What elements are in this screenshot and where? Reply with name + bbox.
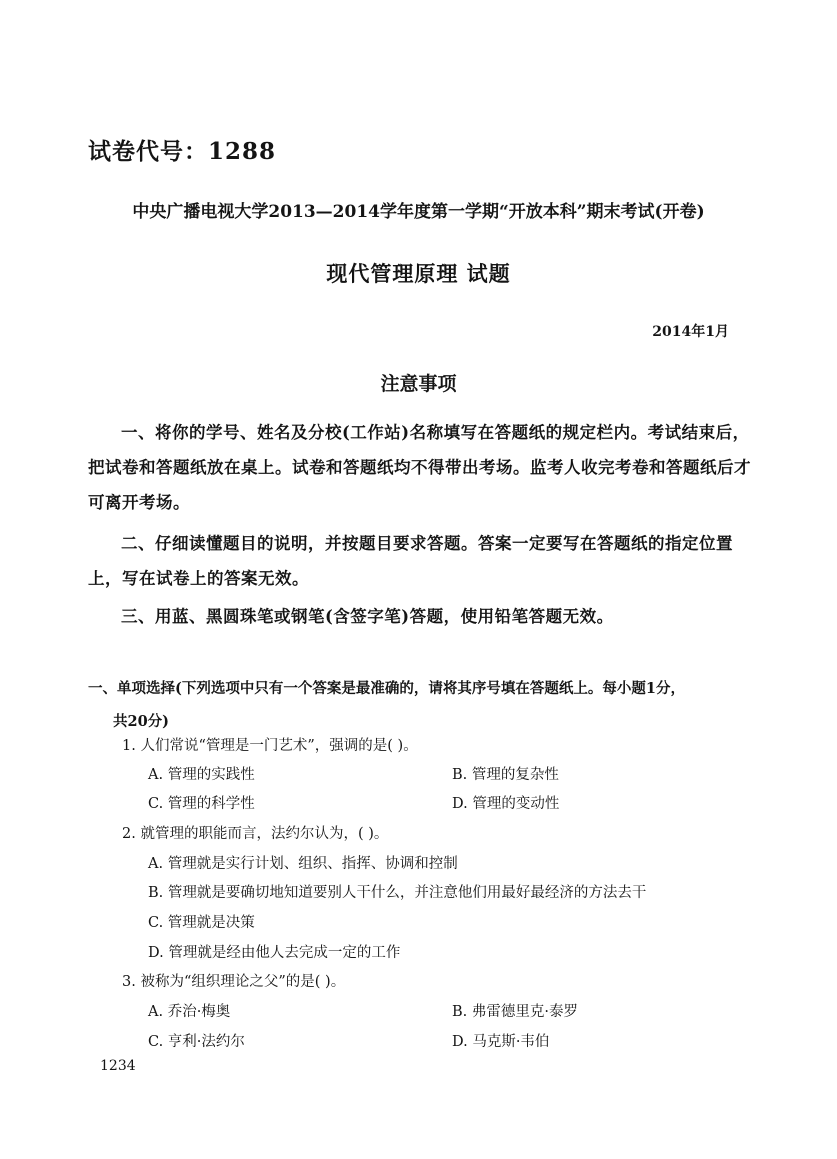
question-1-option-d: D. 管理的变动性 [452, 796, 560, 812]
section-heading-line1: 一、单项选择(下列选项中只有一个答案是最准确的，请将其序号填在答题纸上。每小题1分， [88, 680, 685, 697]
question-3-option-c: C. 亨利·法约尔 [148, 1034, 245, 1050]
question-2-stem: 2. 就管理的职能而言，法约尔认为，( )。 [122, 826, 389, 842]
section-heading-line2: 共20分) [113, 713, 170, 730]
question-2-option-c: C. 管理就是决策 [148, 915, 255, 931]
notice-title: 注意事项 [380, 373, 457, 395]
section-heading [88, 672, 778, 738]
notice-item-3-text: 三、用蓝、黑圆珠笔或钢笔(含签字笔)答题，使用铅笔答题无效。 [121, 607, 614, 626]
page-title: 现代管理原理 试题 [326, 261, 511, 286]
notice-item-1-text: 一、将你的学号、姓名及分校(工作站)名称填写在答题纸的规定栏内。考试结束后，把试卷和答题纸放在桌上。试卷和答题纸均不得带出考场。监考人收完考卷和答题纸后才可离开考场。 [88, 423, 751, 512]
exam-header: 中央广播电视大学2013—2014学年度第一学期“开放本科”期末考试(开卷) [132, 202, 705, 222]
question-1-stem: 1. 人们常说“管理是一门艺术”，强调的是( )。 [122, 738, 418, 754]
exam-date: 2014年1月 [652, 324, 729, 340]
question-3-stem: 3. 被称为“组织理论之父”的是( )。 [122, 974, 346, 990]
notice-item-3 [88, 599, 764, 634]
notice-item-2-text: 二、仔细读懂题目的说明，并按题目要求答题。答案一定要写在答题纸的指定位置上，写在试卷上的答案无效。 [88, 534, 733, 588]
paper-code: 试卷代号：1288 [88, 138, 277, 165]
notice-item-2 [88, 526, 764, 596]
question-2-option-d: D. 管理就是经由他人去完成一定的工作 [148, 945, 401, 961]
question-2-option-a: A. 管理就是实行计划、组织、指挥、协调和控制 [148, 856, 458, 872]
question-3-option-a: A. 乔治·梅奥 [148, 1004, 231, 1020]
question-1-option-a: A. 管理的实践性 [148, 767, 255, 783]
question-1-option-c: C. 管理的科学性 [148, 796, 255, 812]
page-number: 1234 [100, 1058, 136, 1074]
question-2-option-b: B. 管理就是要确切地知道要别人干什么，并注意他们用最好最经济的方法去干 [148, 885, 647, 901]
question-3-option-d: D. 马克斯·韦伯 [452, 1034, 550, 1050]
notice-item-1 [88, 415, 764, 520]
question-3-option-b: B. 弗雷德里克·泰罗 [452, 1004, 578, 1020]
question-1-option-b: B. 管理的复杂性 [452, 767, 559, 783]
